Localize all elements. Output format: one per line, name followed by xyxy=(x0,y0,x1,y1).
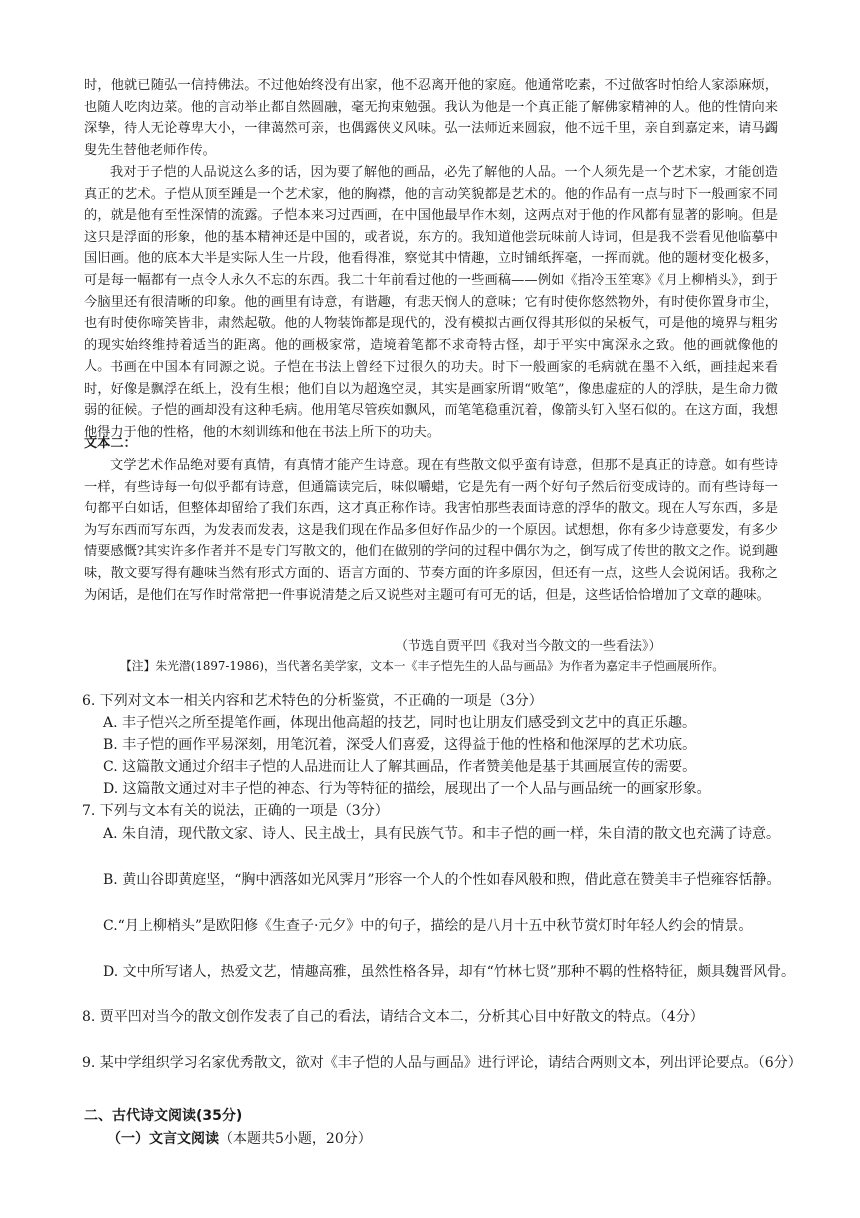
question-6-option-a: A. 丰子恺兴之所至提笔作画，体现出他高超的技艺，同时也让朋友们感受到文艺中的真正乐趣。 xyxy=(103,715,697,731)
question-6-option-b: B. 丰子恺的画作平易深刻，用笔沉着，深受人们喜爱，这得益于他的性格和他深厚的艺术功底。 xyxy=(103,737,697,753)
question-7-stem: 7. 下列与文本有关的说法，正确的一项是（3分） xyxy=(82,803,389,819)
question-7-option-a: A. 朱自清，现代散文家、诗人、民主战士，具有民族气节。和丰子恺的画一样，朱自清的散文也充满了诗意。 xyxy=(103,826,781,842)
question-9: 9. 某中学组织学习名家优秀散文，欲对《丰子恺的人品与画品》进行评论，请结合两则文本，列出评论要点。（6分） xyxy=(82,1055,802,1071)
subsection-detail: （本题共5小题，20分） xyxy=(219,1131,372,1147)
text2-paragraph: 文学艺术作品绝对要有真情，有真情才能产生诗意。现在有些散文似乎蛮有诗意，但那不是真正的诗意。如有些诗一样，有些诗每一句似乎都有诗意，但通篇读完后，味似嚼蜡，它是先有一两个好句子然后衍变成诗的。而有些诗每一句都平白如话，但整体却留给了我们东西，这才真正称作诗。我害怕那些表面诗意的浮华的散文。现在人写东西，多是为写东西而写东西，为发表而发表，这是我们现在作品多但好作品少的一个原因。试想想，你有多少诗意要发，有多少情要感慨?其实许多作者并不是专门写散文的，他们在做别的学问的过程中偶尔为之，倒写成了传世的散文之作。说到趣味，散文要写得有趣味当然有形式方面的、语言方面的、节奏方面的许多原因，但还有一点，这些人会说闲话。我称之为闲话，是他们在写作时常常把一件事说清楚之后又说些对主题可有可无的话，但是，这些话恰恰增加了文章的趣味。 xyxy=(84,458,778,603)
question-7-option-b: B. 黄山谷即黄庭坚，“胸中洒落如光风霁月”形容一个人的个性如春风般和煦，借此意在赞美丰子恺雍容恬静。 xyxy=(103,872,781,888)
section-2-title: 二、古代诗文阅读(35分) xyxy=(84,1108,243,1124)
question-7-option-c: C.“月上柳梢头”是欧阳修《生查子·元夕》中的句子，描绘的是八月十五中秋节赏灯时年轻人约会的情景。 xyxy=(103,918,753,934)
question-6-stem: 6. 下列对文本一相关内容和艺术特色的分析鉴赏，不正确的一项是（3分） xyxy=(82,693,543,709)
subsection-label: （一）文言文阅读 xyxy=(107,1131,219,1147)
question-7-option-d: D. 文中所写诸人，热爱文艺，情趣高雅，虽然性格各异，却有“竹林七贤”那种不羁的性格特征，颇具魏晋风骨。 xyxy=(103,964,795,980)
text1-paragraph-intro: 时，他就已随弘一信持佛法。不过他始终没有出家，他不忍离开他的家庭。他通常吃素，不过做客时怕给人家添麻烦，也随人吃肉边菜。他的言动举止都自然圆融，毫无拘束勉强。我认为他是一个真正能了解佛家精神的人。他的性情向来深挚，待人无论尊卑大小，一律蔼然可亲，也偶露侠义风味。弘一法师近来圆寂，他不远千里，亲自到嘉定来，请马蠲叟先生替他老师作传。 xyxy=(84,78,778,158)
question-8: 8. 贾平凹对当今的散文创作发表了自己的看法，请结合文本二，分析其心目中好散文的特点。（4分） xyxy=(82,1009,704,1025)
question-6-option-c: C. 这篇散文通过介绍丰子恺的人品进而让人了解其画品，作者赞美他是基于其画展宣传的需要。 xyxy=(103,759,697,775)
text2-source: （节选自贾平凹《我对当今散文的一些看法》） xyxy=(395,639,662,654)
text1-paragraph-3: 书画在中国本有同源之说。子恺在书法上曾经下过很久的功夫。时下一般画家的毛病就在墨不入纸，画挂起来看时，好像是飘浮在纸上，没有生根；他们自以为超逸空灵，其实是画家所谓“败笔”，像患虚症的人的浮肤，是生命力微弱的征候。子恺的画却没有这种毛病。他用笔尽管疾如飘风，而笔笔稳重沉着，像箭头钉入坚石似的。在这方面，我想他得力于他的性格，他的木刻训练和他在书法上所下的功夫。 xyxy=(84,360,778,440)
text1-paragraph-2: 我对于子恺的人品说这么多的话，因为要了解他的画品，必先了解他的人品。一个人须先是一个艺术家，才能创造真正的艺术。子恺从顶至踵是一个艺术家，他的胸襟，他的言动笑貌都是艺术的。他的作品有一点与时下一般画家不同的，就是他有至性深情的流露。子恺本来习过西画，在中国他最早作木刻，这两点对于他的作风都有显著的影响。但是这只是浮面的形象，他的基本精神还是中国的，或者说，东方的。我知道他尝玩味前人诗词，但是我不尝看见他临摹中国旧画。他的底本大半是实际人生一片段，他看得准，察觉其中情趣，立时铺纸挥毫，一挥而就。他的题材变化极多，可是每一幅都有一点令人永久不忘的东西。我二十年前看过他的一些画稿——例如《指冷玉笙寒》《月上柳梢头》，到于今脑里还有很清晰的印象。他的画里有诗意，有谐趣，有悲天悯人的意味；它有时使你悠然物外，有时使你置身市尘，也有时使你啼笑皆非，肃然起敬。他的人物装饰都是现代的，没有模拟古画仅得其形似的呆板气，可是他的境界与粗劣的现实始终维持着适当的距离。他的画极家常，造境着笔都不求奇特古怪，却于平实中寓深永之致。他的画就像他的人。 xyxy=(84,165,778,375)
annotation-note: 【注】朱光潜(1897-1986)，当代著名美学家，文本一《丰子恺先生的人品与画品》为作者为嘉定丰子恺画展所作。 xyxy=(120,659,725,673)
text2-label: 文本二： xyxy=(84,436,137,451)
section-2-subtitle xyxy=(107,1128,372,1150)
question-6-option-d: D. 这篇散文通过对丰子恺的神态、行为等特征的描绘，展现出了一个人品与画品统一的画家形象。 xyxy=(103,781,711,797)
